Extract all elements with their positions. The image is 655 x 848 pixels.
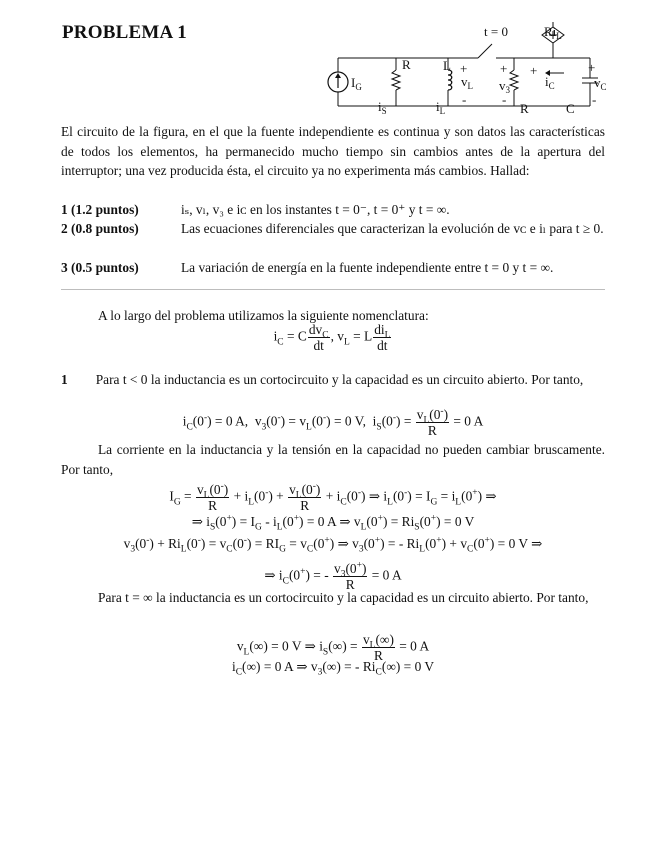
- ric-label: $Ri_L$: [544, 24, 562, 41]
- question-2-text: Las ecuaciones diferenciales que caracterizan la evolución de vᴄ e iₗ para t ≥ 0.: [181, 221, 604, 236]
- v3-label: $v_3$: [499, 78, 510, 95]
- equation-continuity-1: $I_G$ = $\frac{v_L(0^-)}{R}$ + $i_L(0^-)$ + $\frac{v_L(0^-)}{R}$ + $i_C(0^-)$ ⇒ $i_L(0^-) = I_G = i_L(0^+)$ ⇒: [169, 481, 497, 513]
- ic-label: $i_C$: [545, 74, 555, 91]
- section-1-text: Para t < 0 la inductancia es un cortocircuito y la capacidad es un circuito abierto. Por tanto,: [95, 372, 584, 387]
- question-1: [61, 200, 605, 220]
- source-label: $I_G$: [351, 75, 362, 92]
- inductor-symbol: [448, 70, 452, 90]
- problem-statement: El circuito de la figura, en el que la fuente independiente es continua y son datos las características de todos los elementos, ha permanecido mucho tiempo sin cambios antes de la apertura del interruptor; una vez producida ésta, el circuito ya no experimenta más cambios. Hallad:: [61, 124, 605, 178]
- equation-nomenclature: $i_C = C$ $\frac{dv_C}{dt}$ , $v_L = L$ $\frac{di_L}{dt}$: [273, 322, 391, 353]
- current-source-symbol: [328, 72, 348, 92]
- question-3-label: 3 (0.5 puntos): [61, 260, 139, 275]
- question-3-text: La variación de energía en la fuente independiente entre t = 0 y t = ∞.: [181, 260, 554, 275]
- problem-title: PROBLEMA 1: [62, 22, 187, 43]
- equation-continuity-4: ⇒ $i_C(0^+)$ = - $\frac{v_3(0^+)}{R}$ = 0 A: [264, 560, 402, 592]
- equation-continuity-2: ⇒ $i_S(0^+) = I_G - i_L(0^+) = 0$ A ⇒ $v_L(0^+) = Ri_S(0^+) = 0$ V: [191, 513, 475, 533]
- continuity-paragraph: La corriente en la inductancia y la tensión en la capacidad no pueden cambiar bruscamente. Por tanto,: [61, 442, 605, 477]
- vc-plus: +: [588, 60, 596, 75]
- question-2: [61, 219, 605, 259]
- dep-plus: +: [530, 63, 538, 78]
- question-1-text: iₛ, vₗ, v₃ e iᴄ en los instantes t = 0⁻, t = 0⁺ y t = ∞.: [181, 202, 450, 217]
- r2-label: R: [520, 101, 529, 116]
- c-label: C: [566, 101, 575, 116]
- vc-minus: -: [592, 92, 597, 107]
- question-2-label: 2 (0.8 puntos): [61, 221, 139, 236]
- r1-label: R: [402, 57, 411, 72]
- vl-plus: +: [460, 61, 468, 76]
- section-1-paragraph: [61, 370, 605, 390]
- nomenclature-intro: A lo largo del problema utilizamos la siguiente nomenclatura:: [98, 308, 429, 323]
- equation-infinity-2: $i_C(\infty) = 0$ A ⇒ $v_3(\infty)$ = - $Ri_C(\infty) = 0$ V: [231, 659, 435, 678]
- infinity-paragraph: Para t = ∞ la inductancia es un cortocircuito y la capacidad es un circuito abierto. Por tanto,: [98, 590, 589, 605]
- v3-plus: +: [500, 61, 508, 76]
- is-label: $i_S$: [378, 99, 387, 116]
- question-3: [61, 258, 605, 278]
- question-1-label: 1 (1.2 puntos): [61, 202, 139, 217]
- equation-infinity-1: $v_L(\infty) = 0$ V ⇒ $i_S(\infty)$ = $\frac{v_L(\infty)}{R}$ = 0 A: [236, 632, 430, 663]
- section-1-label: 1: [61, 372, 68, 387]
- vl-label: $v_L$: [461, 74, 473, 91]
- v3-minus: -: [502, 92, 507, 107]
- l-label: L: [443, 58, 451, 73]
- il-label: $i_L$: [436, 99, 446, 116]
- equation-t0-minus: $i_C(0^-) = 0$ A, $v_3(0^-) = v_L(0^-) = 0$ V, $i_S(0^-)$ = $\frac{v_L(0^-)}{R}$ = 0 A: [182, 406, 484, 438]
- equation-continuity-3: $v_3(0^-) + Ri_L(0^-) = v_C(0^-) = RI_G = v_C(0^+)$ ⇒ $v_3(0^+)$ = - $Ri_L(0^+) + v_C(0^+) = 0$ V ⇒: [123, 535, 543, 555]
- section-divider: [61, 289, 605, 290]
- switch-label: t = 0: [484, 24, 508, 39]
- vc-label: $v_C$: [594, 75, 607, 92]
- vl-minus: -: [462, 92, 467, 107]
- circuit-diagram: [318, 18, 608, 123]
